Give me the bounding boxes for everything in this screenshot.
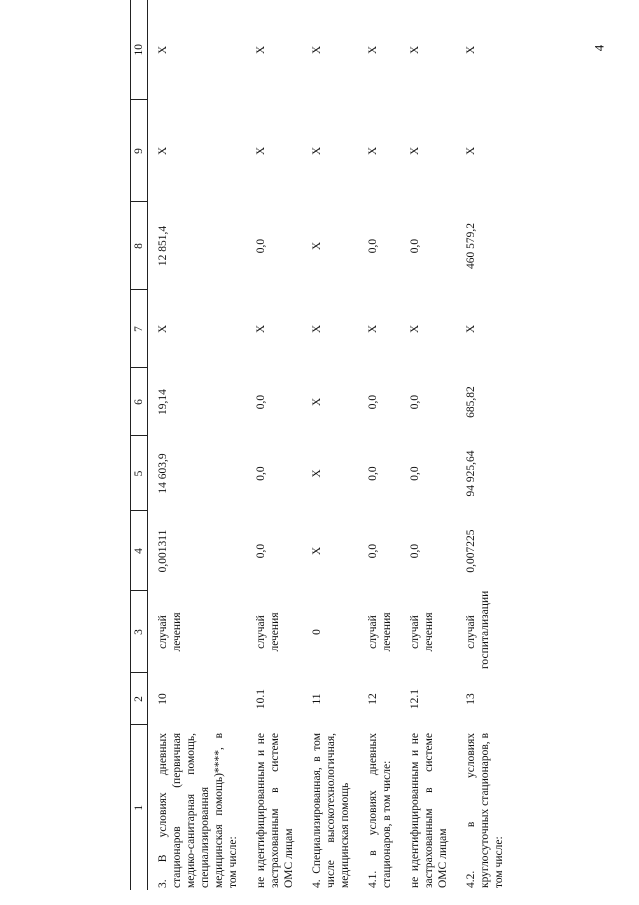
row-value-col8: 0,0 xyxy=(367,238,380,254)
row-unit: случай лечения xyxy=(255,612,282,652)
row-unit: случай госпитализации xyxy=(465,590,492,669)
row-value-col9: X xyxy=(465,146,478,156)
row-value-col4: 0,0 xyxy=(367,543,380,559)
column-header: 10 xyxy=(131,0,148,100)
row-value-col7: X xyxy=(311,324,324,334)
column-header: 7 xyxy=(131,290,148,368)
row-name: 4.1. в условиях дневных стационаров, в том числе: xyxy=(367,733,394,888)
row-unit: случай лечения xyxy=(409,612,436,652)
row-value-col10: X xyxy=(255,45,268,55)
row-value-col5: 0,0 xyxy=(367,466,380,481)
row-value-col5: 0,0 xyxy=(255,466,268,481)
row-code: 13 xyxy=(465,693,478,705)
column-header: 2 xyxy=(131,673,148,725)
table-row xyxy=(358,0,400,890)
row-value-col6: 0,0 xyxy=(409,394,422,410)
column-header: 9 xyxy=(131,100,148,202)
table-row xyxy=(148,0,247,890)
row-value-col9: X xyxy=(409,146,422,156)
row-code: 10.1 xyxy=(255,688,268,710)
table-row xyxy=(456,0,512,890)
row-value-col10: X xyxy=(465,45,478,55)
table-row xyxy=(302,0,358,890)
table-body xyxy=(148,0,513,890)
row-value-col7: X xyxy=(157,324,169,334)
column-header: 8 xyxy=(131,202,148,290)
row-value-col4: 0,0 xyxy=(255,543,268,559)
row-value-col7: X xyxy=(409,324,422,334)
row-value-col4: 0,007225 xyxy=(465,529,478,573)
row-name: 4.2. в условиях круглосуточных стационаров, в том числе: xyxy=(465,733,506,888)
row-value-col8: X xyxy=(311,241,324,251)
row-unit: 0 xyxy=(311,629,324,635)
row-value-col8: 0,0 xyxy=(255,238,268,254)
row-value-col9: X xyxy=(311,146,324,156)
row-code: 11 xyxy=(311,693,324,705)
row-value-col8: 460 579,2 xyxy=(465,223,478,269)
row-unit: случай лечения xyxy=(367,612,394,652)
table-row xyxy=(246,0,302,890)
row-value-col10: X xyxy=(311,45,324,55)
row-name: 3. В условиях дневных стационаров (первичная медико-санитарная помощь, специализированная медицинская помощь)****, в том числе: xyxy=(157,733,240,888)
column-header: 6 xyxy=(131,368,148,436)
row-value-col4: 0,001311 xyxy=(157,529,169,573)
row-value-col4: X xyxy=(311,546,324,556)
row-value-col5: 94 925,64 xyxy=(465,450,478,497)
data-table xyxy=(130,0,512,890)
page-number: 4 xyxy=(591,44,607,52)
row-value-col9: X xyxy=(157,146,169,156)
column-header: 4 xyxy=(131,511,148,591)
row-value-col7: X xyxy=(465,324,478,334)
row-value-col6: 19,14 xyxy=(157,389,169,415)
row-code: 10 xyxy=(157,693,169,705)
row-unit: случай лечения xyxy=(157,612,184,652)
row-name: 4. Специализированная, в том числе высокотехнологичная, медицинская помощь xyxy=(311,733,352,888)
row-value-col5: X xyxy=(311,469,324,478)
row-value-col6: 685,82 xyxy=(465,386,478,418)
table-row xyxy=(400,0,456,890)
row-value-col10: X xyxy=(409,45,422,55)
row-value-col6: X xyxy=(311,397,324,407)
row-name: не идентифицированным и не застрахованным в системе ОМС лицам xyxy=(255,733,296,888)
row-name: не идентифицированным и не застрахованным в системе ОМС лицам xyxy=(409,733,450,888)
row-value-col5: 0,0 xyxy=(409,466,422,481)
column-header: 5 xyxy=(131,436,148,511)
row-value-col9: X xyxy=(367,146,380,156)
row-value-col7: X xyxy=(367,324,380,334)
row-value-col8: 0,0 xyxy=(409,238,422,254)
row-value-col5: 14 603,9 xyxy=(157,453,169,494)
row-value-col8: 12 851,4 xyxy=(157,225,169,267)
column-header: 1 xyxy=(131,725,148,890)
rotated-table-stage xyxy=(130,0,639,890)
row-value-col4: 0,0 xyxy=(409,543,422,559)
row-value-col9: X xyxy=(255,146,268,156)
row-code: 12.1 xyxy=(409,688,422,710)
column-header: 3 xyxy=(131,591,148,673)
row-value-col6: 0,0 xyxy=(367,394,380,410)
row-code: 12 xyxy=(367,693,380,705)
header-row xyxy=(131,0,148,890)
row-value-col7: X xyxy=(255,324,268,334)
row-value-col10: X xyxy=(367,45,380,55)
row-value-col10: X xyxy=(157,45,169,55)
row-value-col6: 0,0 xyxy=(255,394,268,410)
